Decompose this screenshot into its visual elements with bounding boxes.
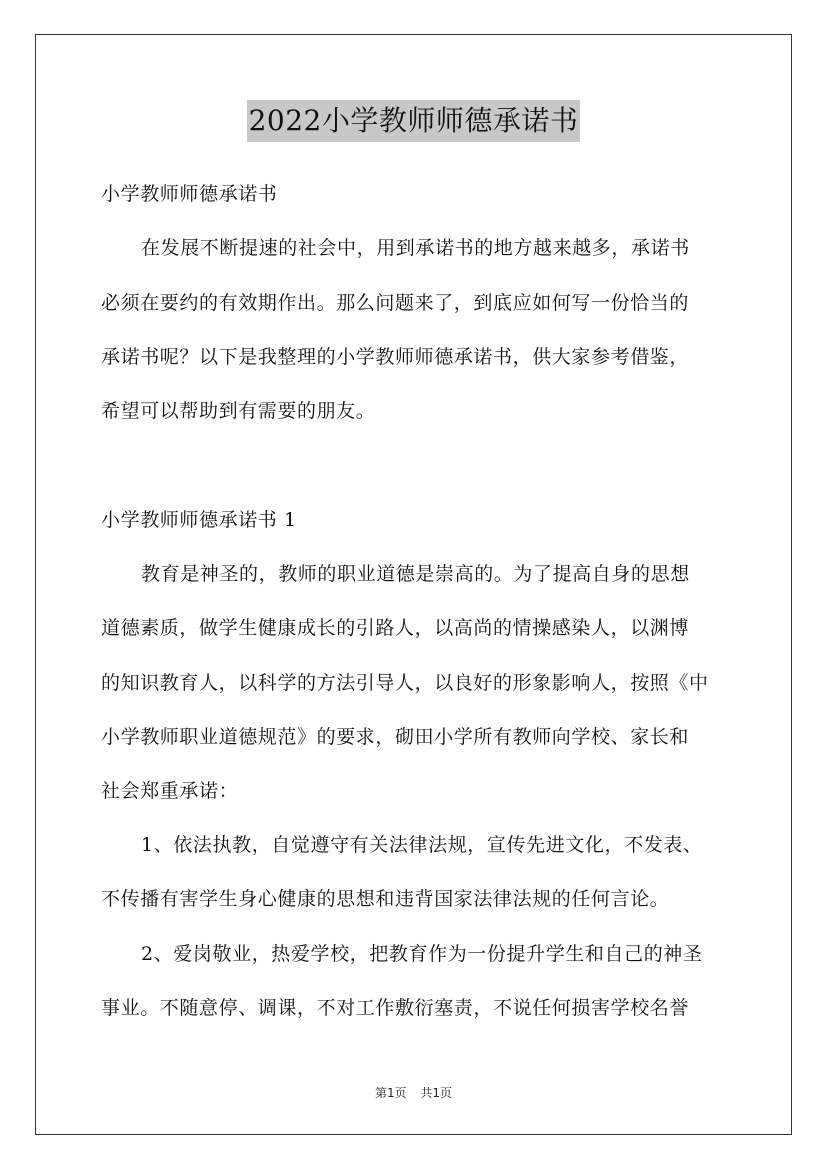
page-footer <box>0 1084 827 1101</box>
section-heading: 小学教师师德承诺书 1 <box>101 509 297 531</box>
intro-line: 在发展不断提速的社会中，用到承诺书的地方越来越多，承诺书 <box>141 237 690 259</box>
section-heading: 小学教师师德承诺书 <box>101 183 278 205</box>
page-number: 第1页 <box>374 1086 407 1100</box>
body-line: 道德素质，做学生健康成长的引路人，以高尚的情操感染人，以渊博 <box>101 617 690 639</box>
body-line: 的知识教育人，以科学的方法引导人，以良好的形象影响人，按照《中 <box>101 672 709 694</box>
body-line: 事业。不随意停、调课，不对工作敷衍塞责，不说任何损害学校名誉 <box>101 997 690 1019</box>
body-line: 社会郑重承诺： <box>101 780 239 802</box>
document-title: 2022小学教师师德承诺书 <box>247 100 581 142</box>
intro-line: 希望可以帮助到有需要的朋友。 <box>101 400 376 422</box>
intro-line: 承诺书呢？以下是我整理的小学教师师德承诺书，供大家参考借鉴， <box>101 346 690 368</box>
title-container <box>0 100 827 142</box>
body-line: 2、爱岗敬业，热爱学校，把教育作为一份提升学生和自己的神圣 <box>141 943 703 965</box>
page-total: 共1页 <box>420 1086 453 1100</box>
intro-line: 必须在要约的有效期作出。那么问题来了，到底应如何写一份恰当的 <box>101 292 690 314</box>
body-line: 小学教师职业道德规范》的要求，砌田小学所有教师向学校、家长和 <box>101 726 690 748</box>
body-line: 教育是神圣的，教师的职业道德是崇高的。为了提高自身的思想 <box>141 563 690 585</box>
body-line: 不传播有害学生身心健康的思想和违背国家法律法规的任何言论。 <box>101 888 670 910</box>
body-line: 1、依法执教，自觉遵守有关法律法规，宣传先进文化，不发表、 <box>141 834 703 856</box>
